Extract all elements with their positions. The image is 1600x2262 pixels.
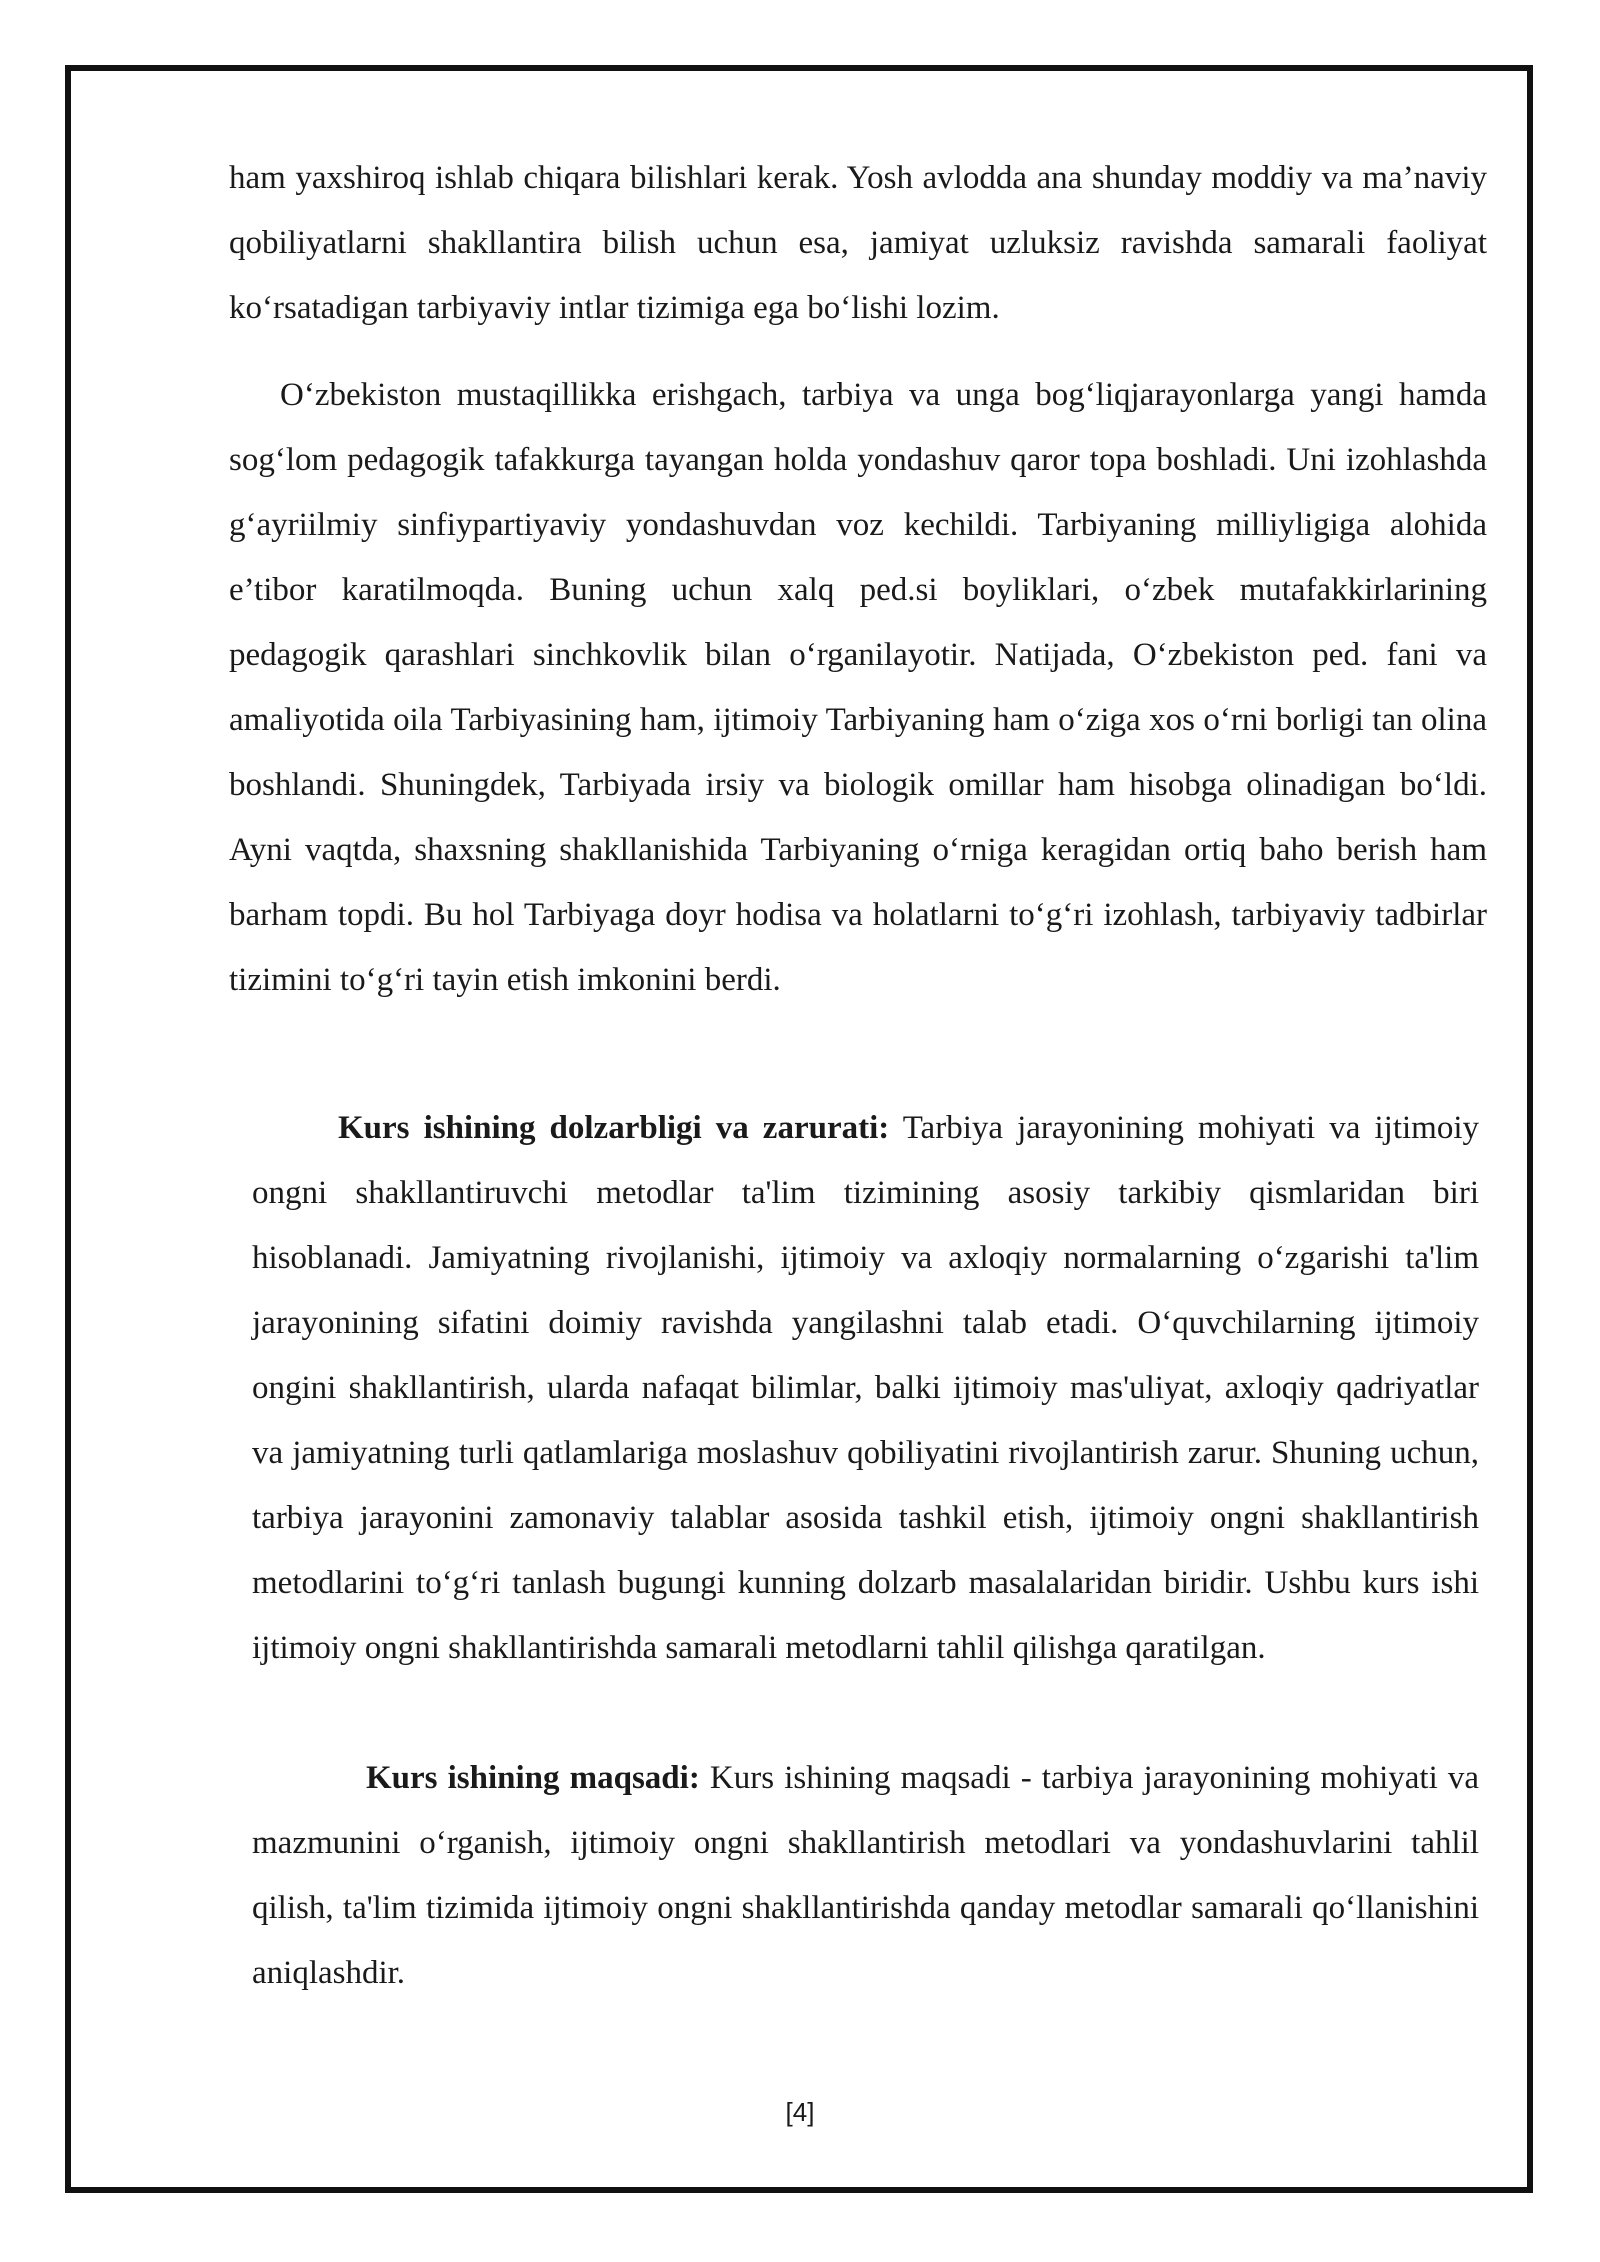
paragraph-text: O‘zbekiston mustaqillikka erishgach, tarbiya va unga bog‘liqjarayonlarga yangi hamda sog‘lom pedagogik tafakkurga tayangan holda yondashuv qaror topa boshladi. Uni izohlashda g‘ayriilmiy sinfiypartiyaviy yondashuvdan voz kechildi. Tarbiyaning milliyligiga alohida e’tibor karatilmoqda. Buning uchun xalq ped.si boyliklari, o‘zbek mutafakkirlarining pedagogik qarashlari sinchkovlik bilan o‘rganilayotir. Natijada, O‘zbekiston ped. fani va amaliyotida oila Tarbiyasining ham, ijtimoiy Tarbiyaning ham o‘ziga xos o‘rni borligi tan olina boshlandi. Shuningdek, Tarbiyada irsiy va biologik omillar ham hisobga olinadigan bo‘ldi. Ayni vaqtda, shaxsning shakllanishida Tarbiyaning o‘rniga keragidan ortiq baho berish ham barham topdi. Bu hol Tarbiyaga doyr hodisa va holatlarni to‘g‘ri izohlash, tarbiyaviy tadbirlar tizimini to‘g‘ri tayin etish imkonini berdi. [229, 377, 1487, 998]
paragraph-body [252, 1096, 1479, 1681]
page-number: [4] [785, 2097, 815, 2127]
paragraph-body [252, 1746, 1479, 2006]
paragraph-relevance [252, 1096, 1479, 1681]
relevance-text: Tarbiya jarayonining mohiyati va ijtimoiy ongni shakllantiruvchi metodlar ta'lim tizimining asosiy tarkibiy qismlaridan biri hisoblanadi. Jamiyatning rivojlanishi, ijtimoiy va axloqiy normalarning o‘zgarishi ta'lim jarayonining sifatini doimiy ravishda yangilashni talab etadi. O‘quvchilarning ijtimoiy ongini shakllantirish, ularda nafaqat bilimlar, balki ijtimoiy mas'uliyat, axloqiy qadriyatlar va jamiyatning turli qatlamlariga moslashuv qobiliyatini rivojlantirish zarur. Shuning uchun, tarbiya jarayonini zamonaviy talablar asosida tashkil etish, ijtimoiy ongni shakllantirish metodlarini to‘g‘ri tanlash bugungi kunning dolzarb masalalaridan biridir. Ushbu kurs ishi ijtimoiy ongni shakllantirishda samarali metodlarni tahlil qilishga qaratilgan. [252, 1110, 1479, 1666]
objective-text: Kurs ishining maqsadi - tarbiya jarayonining mohiyati va mazmunini o‘rganish, ijtimoiy ongni shakllantirish metodlari va yondashuvlarini tahlil qilish, ta'lim tizimida ijtimoiy ongni shakllantirishda qanday metodlar samarali qo‘llanishini aniqlashdir. [252, 1760, 1479, 1991]
paragraph-continuation [229, 146, 1487, 341]
paragraph-objective [252, 1746, 1479, 2006]
relevance-heading: Kurs ishining dolzarbligi va zarurati: [338, 1110, 890, 1146]
paragraph-independence [229, 363, 1487, 1013]
paragraph-text: ham yaxshiroq ishlab chiqara bilishlari kerak. Yosh avlodda ana shunday moddiy va ma’naviy qobiliyatlarni shakllantira bilish uchun esa, jamiyat uzluksiz ravishda samarali faoliyat ko‘rsatadigan tarbiyaviy intlar tizimiga ega bo‘lishi lozim. [229, 160, 1487, 326]
objective-heading: Kurs ishining maqsadi: [366, 1760, 700, 1796]
